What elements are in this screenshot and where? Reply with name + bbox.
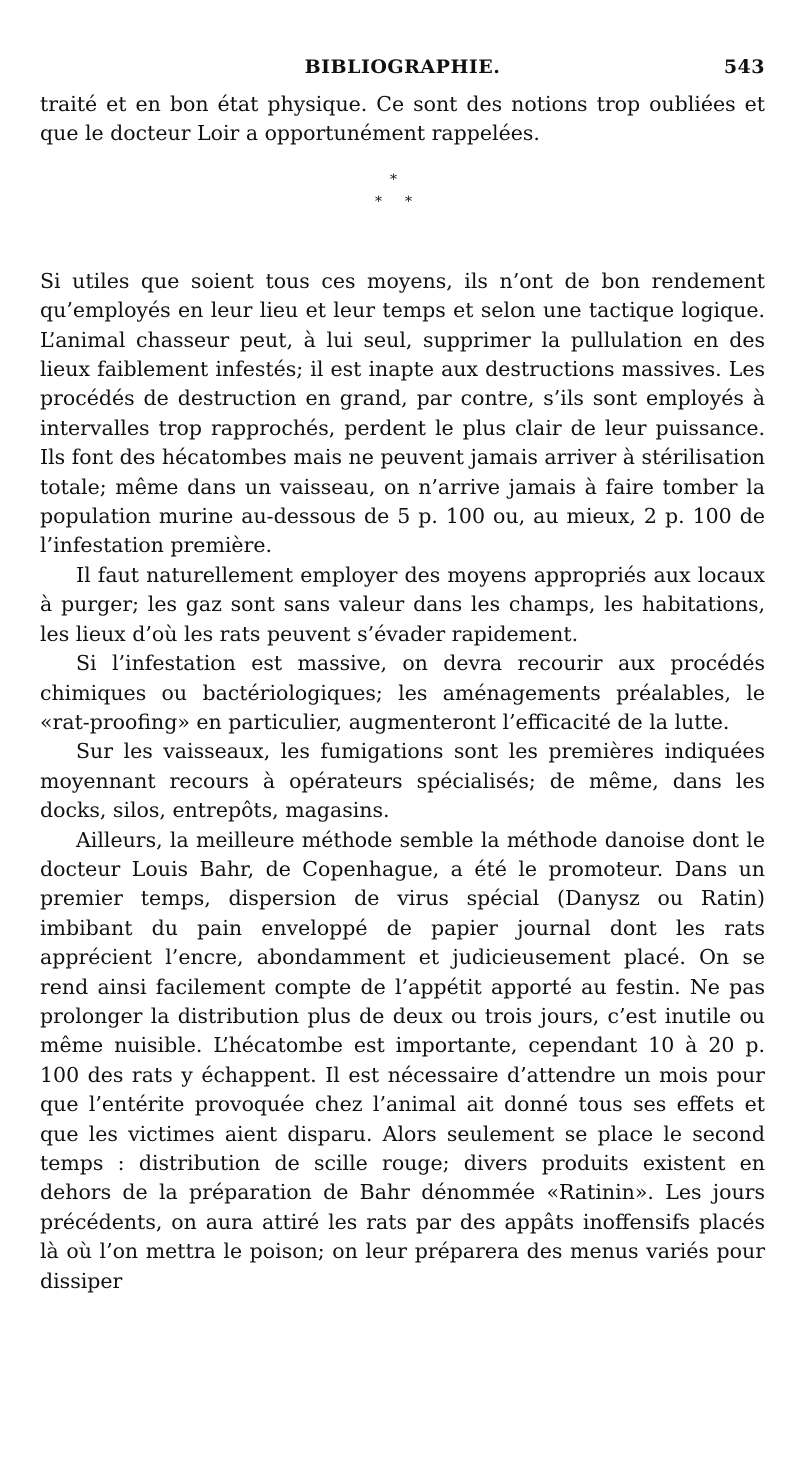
asterism-star: *	[390, 171, 397, 188]
running-title: BIBLIOGRAPHIE.	[304, 56, 501, 78]
book-page	[40, 56, 765, 1296]
paragraph: Si utiles que soient tous ces moyens, ils n’ont de bon rendement qu’employés en leur lieu et leur temps et selon une tactique logique. L’animal chasseur peut, à lui seul, supprimer la pullulation en des lieux faiblement infestés; il est inapte aux destructions massives. Les procédés de destruction en grand, par contre, s’ils sont employés à intervalles trop rapprochés, perdent le plus clair de leur puissance. Ils font des hécatombes mais ne peuvent jamais arriver à stérilisation totale; même dans un vaisseau, on n’arrive jamais à faire tomber la population murine au-dessous de 5 p. 100 ou, au mieux, 2 p. 100 de l’infestation première.	[40, 268, 765, 558]
asterism-separator	[40, 149, 765, 267]
page-number: 543	[723, 56, 765, 78]
asterism-star: *	[375, 193, 382, 210]
running-head	[40, 56, 765, 90]
asterism-star: *	[405, 193, 412, 210]
paragraph-continuation: traité et en bon état physique. Ce sont des notions trop oubliées et que le docteur Loir a opportunément rappelées.	[40, 92, 765, 146]
paragraph: Sur les vaisseaux, les fumigations sont les premières indiquées moyennant recours à opérateurs spécialisés; de même, dans les docks, silos, entrepôts, magasins.	[40, 739, 765, 823]
paragraph: Il faut naturellement employer des moyens appropriés aux locaux à purger; les gaz sont sans valeur dans les champs, les habitations, les lieux d’où les rats peuvent s’évader rapidement.	[40, 562, 765, 646]
paragraph: Si l’infestation est massive, on devra recourir aux procédés chimiques ou bactériologiques; les aménagements préalables, le «rat-proofing» en particulier, augmenteront l’efficacité de la lutte.	[40, 651, 765, 734]
paragraph: Ailleurs, la meilleure méthode semble la méthode danoise dont le docteur Louis Bahr, de Copenhague, a été le promoteur. Dans un premier temps, dispersion de virus spécial (Danysz ou Ratin) imbibant du pain enveloppé de papier journal dont les rats apprécient l’encre, abondamment et judicieusement placé. On se rend ainsi facilement compte de l’appétit apporté au festin. Ne pas prolonger la distribution plus de deux ou trois jours, c’est inutile ou même nuisible. L’hécatombe est importante, cependant 10 à 20 p. 100 des rats y échappent. Il est nécessaire d’attendre un mois pour que l’entérite provoquée chez l’animal ait donné tous ses effets et que les victimes aient disparu. Alors seulement se place le second temps : distribution de scille rouge; divers produits existent en dehors de la préparation de Bahr dénommée «Ratinin». Les jours précédents, on aura attiré les rats par des appâts inoffensifs placés là où l’on mettra le poison; on leur préparera des menus variés pour dissiper	[40, 827, 765, 1293]
